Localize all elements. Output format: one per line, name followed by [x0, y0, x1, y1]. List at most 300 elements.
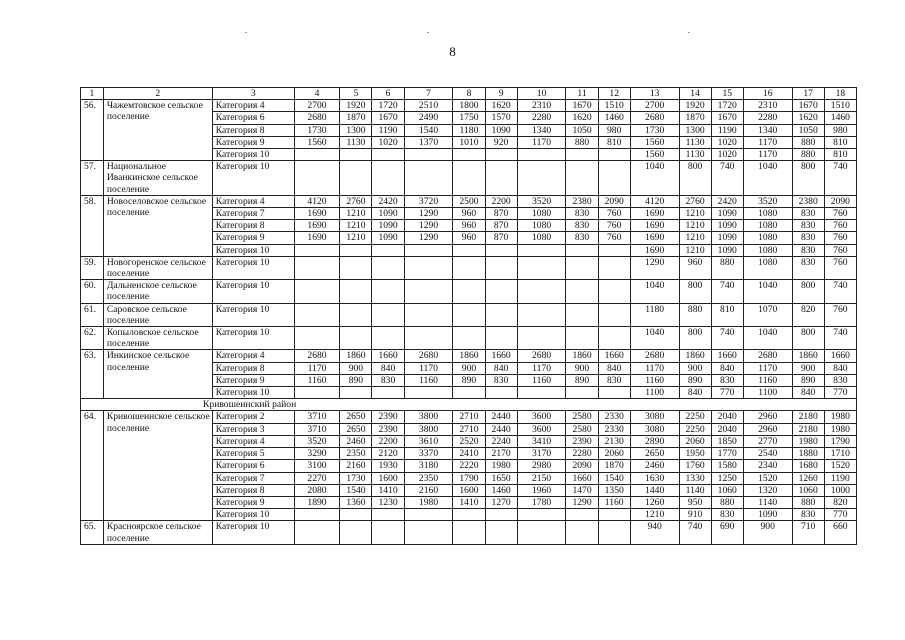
value-cell: 810: [824, 149, 856, 161]
value-cell: 1850: [711, 435, 743, 447]
value-cell: 830: [792, 220, 824, 232]
value-cell: 800: [792, 327, 824, 350]
value-cell: 2960: [743, 411, 792, 423]
value-cell: [517, 149, 566, 161]
value-cell: [372, 149, 404, 161]
value-cell: [372, 303, 404, 326]
value-cell: 1080: [743, 232, 792, 244]
value-cell: 760: [824, 208, 856, 220]
value-cell: 1020: [711, 149, 743, 161]
value-cell: 830: [792, 244, 824, 256]
value-cell: [598, 244, 630, 256]
value-cell: 830: [485, 374, 517, 386]
value-cell: 2420: [372, 195, 404, 207]
category-cell: Категория 10: [212, 509, 294, 521]
value-cell: 2130: [598, 435, 630, 447]
value-cell: 1790: [453, 472, 485, 484]
value-cell: 1620: [566, 112, 598, 124]
value-cell: 830: [711, 509, 743, 521]
category-cell: Категория 10: [212, 256, 294, 279]
value-cell: [453, 149, 485, 161]
column-header: 9: [485, 88, 517, 100]
value-cell: 1340: [517, 124, 566, 136]
value-cell: 1190: [711, 124, 743, 136]
value-cell: 1660: [485, 350, 517, 362]
value-cell: 1080: [743, 208, 792, 220]
value-cell: 1160: [598, 496, 630, 508]
value-cell: 2090: [824, 195, 856, 207]
row-number: 58.: [81, 195, 104, 256]
value-cell: 890: [340, 374, 372, 386]
category-cell: Категория 10: [212, 244, 294, 256]
value-cell: 1100: [743, 387, 792, 399]
value-cell: 3410: [517, 435, 566, 447]
value-cell: 880: [711, 256, 743, 279]
value-cell: 760: [824, 303, 856, 326]
value-cell: 1510: [598, 100, 630, 112]
value-cell: [404, 303, 453, 326]
value-cell: 2960: [743, 423, 792, 435]
value-cell: 2170: [485, 448, 517, 460]
value-cell: 2980: [517, 460, 566, 472]
value-cell: [566, 303, 598, 326]
value-cell: 1290: [404, 232, 453, 244]
value-cell: 1930: [372, 460, 404, 472]
value-cell: 1690: [294, 232, 340, 244]
value-cell: 2700: [294, 100, 340, 112]
value-cell: [566, 161, 598, 196]
row-number: 63.: [81, 350, 104, 399]
value-cell: [453, 509, 485, 521]
value-cell: 1080: [517, 220, 566, 232]
value-cell: 1690: [294, 220, 340, 232]
value-cell: 880: [792, 149, 824, 161]
value-cell: 2350: [404, 472, 453, 484]
value-cell: [453, 327, 485, 350]
value-cell: 1980: [824, 411, 856, 423]
value-cell: 740: [711, 327, 743, 350]
value-cell: 1060: [711, 484, 743, 496]
value-cell: [294, 521, 340, 544]
category-cell: Категория 4: [212, 100, 294, 112]
value-cell: 2680: [294, 350, 340, 362]
value-cell: 900: [453, 362, 485, 374]
value-cell: [340, 280, 372, 303]
row-number: 61.: [81, 303, 104, 326]
value-cell: [566, 509, 598, 521]
column-header: 8: [453, 88, 485, 100]
settlement-name: Новоселовское сельское поселение: [103, 195, 212, 256]
value-cell: 1270: [485, 496, 517, 508]
value-cell: 2060: [598, 448, 630, 460]
value-cell: 880: [792, 496, 824, 508]
value-cell: 760: [598, 208, 630, 220]
value-cell: 1650: [485, 472, 517, 484]
value-cell: [566, 327, 598, 350]
value-cell: 1520: [824, 460, 856, 472]
value-cell: 2280: [743, 112, 792, 124]
value-cell: 2310: [517, 100, 566, 112]
settlement-name: Чажемтовское сельское поселение: [103, 100, 212, 161]
value-cell: [485, 161, 517, 196]
value-cell: 1980: [485, 460, 517, 472]
value-cell: 4120: [630, 195, 679, 207]
value-cell: 2180: [792, 423, 824, 435]
value-cell: [566, 280, 598, 303]
value-cell: 2280: [517, 112, 566, 124]
value-cell: 840: [372, 362, 404, 374]
table-row: [81, 195, 857, 207]
value-cell: 1180: [630, 303, 679, 326]
value-cell: 1690: [630, 220, 679, 232]
value-cell: 2200: [485, 195, 517, 207]
column-header: 5: [340, 88, 372, 100]
settlement-name: Красноярское сельское поселение: [103, 521, 212, 544]
value-cell: 2340: [743, 460, 792, 472]
value-cell: 1690: [630, 244, 679, 256]
value-cell: 760: [598, 232, 630, 244]
value-cell: [485, 303, 517, 326]
value-cell: 3710: [294, 411, 340, 423]
value-cell: [404, 387, 453, 399]
value-cell: 1680: [792, 460, 824, 472]
value-cell: 2310: [743, 100, 792, 112]
value-cell: 960: [453, 232, 485, 244]
value-cell: 1230: [372, 496, 404, 508]
value-cell: 1300: [679, 124, 711, 136]
column-header: 17: [792, 88, 824, 100]
category-cell: Категория 10: [212, 327, 294, 350]
value-cell: [294, 303, 340, 326]
value-cell: [517, 303, 566, 326]
scan-speck: [245, 32, 247, 33]
value-cell: 1170: [743, 149, 792, 161]
value-cell: 3600: [517, 411, 566, 423]
value-cell: [404, 509, 453, 521]
value-cell: 1560: [630, 149, 679, 161]
settlement-name: Инкинское сельское поселение: [103, 350, 212, 399]
value-cell: 1080: [517, 208, 566, 220]
table-row: [81, 327, 857, 350]
value-cell: 830: [711, 374, 743, 386]
value-cell: 2650: [340, 411, 372, 423]
value-cell: 1020: [711, 136, 743, 148]
value-cell: 960: [453, 208, 485, 220]
value-cell: 1010: [453, 136, 485, 148]
value-cell: 830: [566, 208, 598, 220]
column-header: 15: [711, 88, 743, 100]
header-row: [81, 88, 857, 100]
value-cell: 2770: [743, 435, 792, 447]
value-cell: [566, 521, 598, 544]
value-cell: 1410: [372, 484, 404, 496]
value-cell: 1750: [453, 112, 485, 124]
value-cell: 1040: [743, 280, 792, 303]
value-cell: 890: [792, 374, 824, 386]
category-cell: Категория 4: [212, 195, 294, 207]
value-cell: 1670: [566, 100, 598, 112]
value-cell: 1130: [679, 136, 711, 148]
settlement-name: Копыловское сельское поселение: [103, 327, 212, 350]
value-cell: 900: [792, 362, 824, 374]
value-cell: [566, 244, 598, 256]
value-cell: 1890: [294, 496, 340, 508]
value-cell: 2460: [630, 460, 679, 472]
value-cell: 1210: [679, 220, 711, 232]
category-cell: Категория 10: [212, 387, 294, 399]
column-header: 16: [743, 88, 792, 100]
row-number: 59.: [81, 256, 104, 279]
value-cell: 870: [485, 208, 517, 220]
value-cell: 2040: [711, 423, 743, 435]
value-cell: 2200: [372, 435, 404, 447]
value-cell: [404, 244, 453, 256]
value-cell: 2160: [404, 484, 453, 496]
value-cell: [404, 280, 453, 303]
value-cell: [566, 149, 598, 161]
value-cell: 1080: [743, 220, 792, 232]
value-cell: 2410: [453, 448, 485, 460]
value-cell: 1770: [711, 448, 743, 460]
value-cell: [517, 387, 566, 399]
column-header: 10: [517, 88, 566, 100]
district-row: [81, 399, 857, 411]
value-cell: 2490: [404, 112, 453, 124]
value-cell: [404, 327, 453, 350]
settlement-name: Дальненское сельское поселение: [103, 280, 212, 303]
value-cell: 1520: [743, 472, 792, 484]
value-cell: 1870: [340, 112, 372, 124]
value-cell: 1620: [792, 112, 824, 124]
column-header: 12: [598, 88, 630, 100]
scan-speck: [688, 32, 690, 33]
value-cell: [294, 387, 340, 399]
column-header: 14: [679, 88, 711, 100]
value-cell: 1130: [679, 149, 711, 161]
value-cell: 1210: [340, 232, 372, 244]
value-cell: 1190: [824, 472, 856, 484]
row-number: 62.: [81, 327, 104, 350]
value-cell: 2440: [485, 423, 517, 435]
value-cell: 830: [372, 374, 404, 386]
value-cell: [485, 256, 517, 279]
value-cell: [453, 280, 485, 303]
category-cell: Категория 4: [212, 435, 294, 447]
value-cell: 940: [630, 521, 679, 544]
value-cell: 1540: [598, 472, 630, 484]
value-cell: 1040: [630, 161, 679, 196]
value-cell: [340, 149, 372, 161]
value-cell: [485, 521, 517, 544]
value-cell: 3520: [517, 195, 566, 207]
value-cell: [517, 521, 566, 544]
value-cell: [517, 244, 566, 256]
value-cell: 1860: [566, 350, 598, 362]
value-cell: 2220: [453, 460, 485, 472]
value-cell: 840: [824, 362, 856, 374]
scan-speck: [427, 32, 429, 33]
value-cell: [598, 149, 630, 161]
row-number: 64.: [81, 411, 104, 521]
value-cell: 3710: [294, 423, 340, 435]
value-cell: 900: [566, 362, 598, 374]
value-cell: [517, 280, 566, 303]
value-cell: 1290: [404, 220, 453, 232]
value-cell: 840: [598, 362, 630, 374]
value-cell: 1860: [679, 350, 711, 362]
value-cell: 1860: [453, 350, 485, 362]
value-cell: [294, 149, 340, 161]
value-cell: 840: [485, 362, 517, 374]
value-cell: 1290: [566, 496, 598, 508]
value-cell: 1090: [372, 232, 404, 244]
value-cell: [372, 387, 404, 399]
value-cell: 1040: [743, 327, 792, 350]
value-cell: 1580: [711, 460, 743, 472]
value-cell: 2540: [743, 448, 792, 460]
value-cell: 1950: [679, 448, 711, 460]
value-cell: 1360: [340, 496, 372, 508]
value-cell: 2250: [679, 423, 711, 435]
value-cell: 3520: [294, 435, 340, 447]
category-cell: Категория 8: [212, 220, 294, 232]
value-cell: 1460: [824, 112, 856, 124]
value-cell: 1410: [453, 496, 485, 508]
value-cell: 4120: [294, 195, 340, 207]
value-cell: 2650: [340, 423, 372, 435]
value-cell: 810: [598, 136, 630, 148]
value-cell: 1730: [294, 124, 340, 136]
value-cell: [566, 387, 598, 399]
value-cell: 840: [792, 387, 824, 399]
value-cell: 890: [679, 374, 711, 386]
value-cell: [598, 303, 630, 326]
value-cell: 980: [598, 124, 630, 136]
value-cell: [404, 256, 453, 279]
value-cell: 910: [679, 509, 711, 521]
value-cell: 2090: [598, 195, 630, 207]
value-cell: 770: [711, 387, 743, 399]
value-cell: 900: [743, 521, 792, 544]
value-cell: 3600: [517, 423, 566, 435]
value-cell: 2760: [679, 195, 711, 207]
value-cell: 1260: [792, 472, 824, 484]
value-cell: [485, 387, 517, 399]
value-cell: 2330: [598, 411, 630, 423]
value-cell: 1660: [372, 350, 404, 362]
value-cell: [294, 509, 340, 521]
value-cell: 960: [453, 220, 485, 232]
category-cell: Категория 10: [212, 149, 294, 161]
value-cell: 1170: [517, 362, 566, 374]
value-cell: 1800: [453, 100, 485, 112]
value-cell: [294, 244, 340, 256]
value-cell: [453, 303, 485, 326]
value-cell: 1690: [630, 208, 679, 220]
category-cell: Категория 5: [212, 448, 294, 460]
value-cell: 1920: [679, 100, 711, 112]
value-cell: 840: [679, 387, 711, 399]
value-cell: [294, 161, 340, 196]
value-cell: 960: [679, 256, 711, 279]
value-cell: 3180: [404, 460, 453, 472]
value-cell: 1600: [372, 472, 404, 484]
value-cell: 2460: [340, 435, 372, 447]
value-cell: 870: [485, 220, 517, 232]
category-cell: Категория 6: [212, 460, 294, 472]
value-cell: 2710: [453, 423, 485, 435]
value-cell: 1090: [711, 244, 743, 256]
value-cell: 1160: [743, 374, 792, 386]
value-cell: [372, 280, 404, 303]
value-cell: [517, 327, 566, 350]
value-cell: 1330: [679, 472, 711, 484]
value-cell: 1170: [517, 136, 566, 148]
value-cell: 1980: [792, 435, 824, 447]
value-cell: 1090: [485, 124, 517, 136]
column-header: 1: [81, 88, 104, 100]
table-row: [81, 303, 857, 326]
value-cell: 1140: [743, 496, 792, 508]
value-cell: [598, 387, 630, 399]
value-cell: 830: [824, 374, 856, 386]
value-cell: 1730: [630, 124, 679, 136]
value-cell: 1090: [372, 208, 404, 220]
value-cell: 1040: [743, 161, 792, 196]
value-cell: 1090: [711, 208, 743, 220]
value-cell: 890: [566, 374, 598, 386]
value-cell: 760: [824, 244, 856, 256]
value-cell: [404, 161, 453, 196]
value-cell: 3170: [517, 448, 566, 460]
value-cell: [294, 327, 340, 350]
table-row: [81, 521, 857, 544]
value-cell: 1080: [517, 232, 566, 244]
value-cell: 1660: [598, 350, 630, 362]
value-cell: 2090: [566, 460, 598, 472]
value-cell: 830: [598, 374, 630, 386]
value-cell: 2680: [294, 112, 340, 124]
value-cell: 740: [711, 280, 743, 303]
value-cell: 1170: [404, 362, 453, 374]
value-cell: 2520: [453, 435, 485, 447]
value-cell: [485, 327, 517, 350]
value-cell: 1210: [340, 220, 372, 232]
value-cell: 1440: [630, 484, 679, 496]
value-cell: 1090: [372, 220, 404, 232]
value-cell: 1000: [824, 484, 856, 496]
value-cell: 810: [824, 136, 856, 148]
value-cell: 1040: [630, 280, 679, 303]
value-cell: 660: [824, 521, 856, 544]
value-cell: 740: [679, 521, 711, 544]
value-cell: 1160: [517, 374, 566, 386]
value-cell: 1020: [372, 136, 404, 148]
value-cell: 690: [711, 521, 743, 544]
value-cell: 2680: [630, 350, 679, 362]
column-header: 4: [294, 88, 340, 100]
value-cell: [598, 280, 630, 303]
value-cell: [598, 521, 630, 544]
value-cell: [340, 256, 372, 279]
value-cell: [340, 161, 372, 196]
value-cell: [598, 161, 630, 196]
value-cell: 1050: [792, 124, 824, 136]
value-cell: [517, 161, 566, 196]
value-cell: 1860: [792, 350, 824, 362]
value-cell: 1870: [598, 460, 630, 472]
value-cell: 3290: [294, 448, 340, 460]
